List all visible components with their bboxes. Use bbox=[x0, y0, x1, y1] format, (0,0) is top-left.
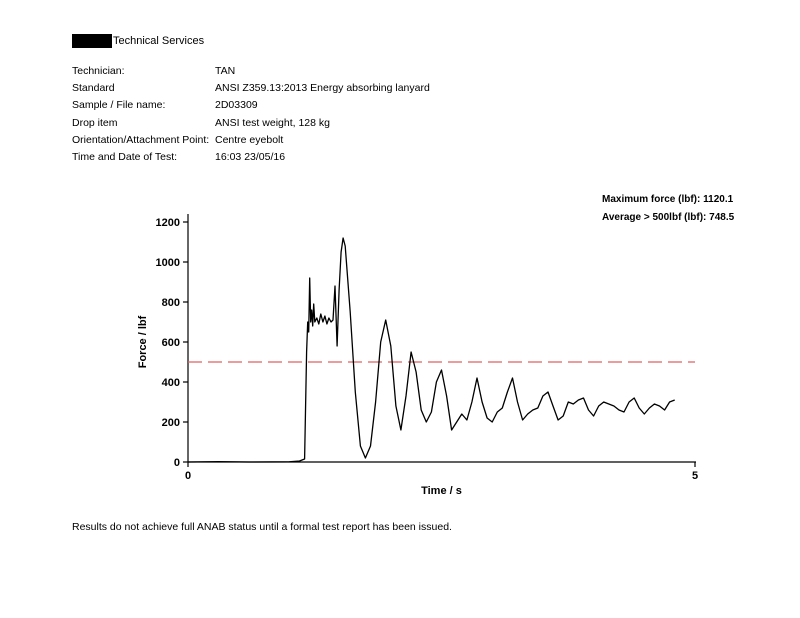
x-tick-label: 5 bbox=[691, 470, 699, 482]
stat-value: 748.5 bbox=[709, 211, 735, 223]
y-tick-label: 1000 bbox=[155, 257, 180, 269]
stat-label: Average > 500lbf (lbf): bbox=[602, 211, 707, 223]
footer-disclaimer: Results do not achieve full ANAB status until a formal test report has been issued. bbox=[72, 521, 452, 533]
header-title: Technical Services bbox=[113, 35, 205, 47]
y-tick-label: 400 bbox=[161, 377, 180, 389]
stat-value: 1120.1 bbox=[703, 194, 734, 205]
y-tick-label: 600 bbox=[161, 337, 180, 349]
y-tick-label: 800 bbox=[161, 297, 180, 309]
x-axis-title: Time / s bbox=[421, 485, 462, 497]
stat-label: Maximum force (lbf): bbox=[602, 194, 701, 205]
y-tick-label: 0 bbox=[173, 457, 180, 469]
y-tick-label: 200 bbox=[161, 417, 180, 429]
info-label: Drop item bbox=[72, 116, 118, 129]
x-ticks bbox=[185, 462, 698, 482]
info-value: 16:03 23/05/16 bbox=[215, 150, 286, 163]
info-value: ANSI test weight, 128 kg bbox=[215, 116, 330, 129]
info-label: Sample / File name: bbox=[72, 99, 166, 112]
x-tick-label: 0 bbox=[184, 470, 192, 482]
y-tick-label: 1200 bbox=[155, 217, 180, 229]
y-axis-title: Force / lbf bbox=[137, 315, 149, 369]
force-trace-line bbox=[188, 238, 675, 462]
info-value: Centre eyebolt bbox=[215, 133, 284, 146]
info-label: Standard bbox=[72, 82, 115, 95]
info-label: Technician: bbox=[72, 65, 125, 77]
info-label: Time and Date of Test: bbox=[72, 150, 178, 163]
info-label: Orientation/Attachment Point: bbox=[72, 133, 210, 146]
info-value: TAN bbox=[215, 65, 236, 77]
y-ticks bbox=[156, 217, 188, 469]
info-value: 2D03309 bbox=[215, 99, 258, 112]
info-value: ANSI Z359.13:2013 Energy absorbing lanyard bbox=[215, 82, 430, 95]
